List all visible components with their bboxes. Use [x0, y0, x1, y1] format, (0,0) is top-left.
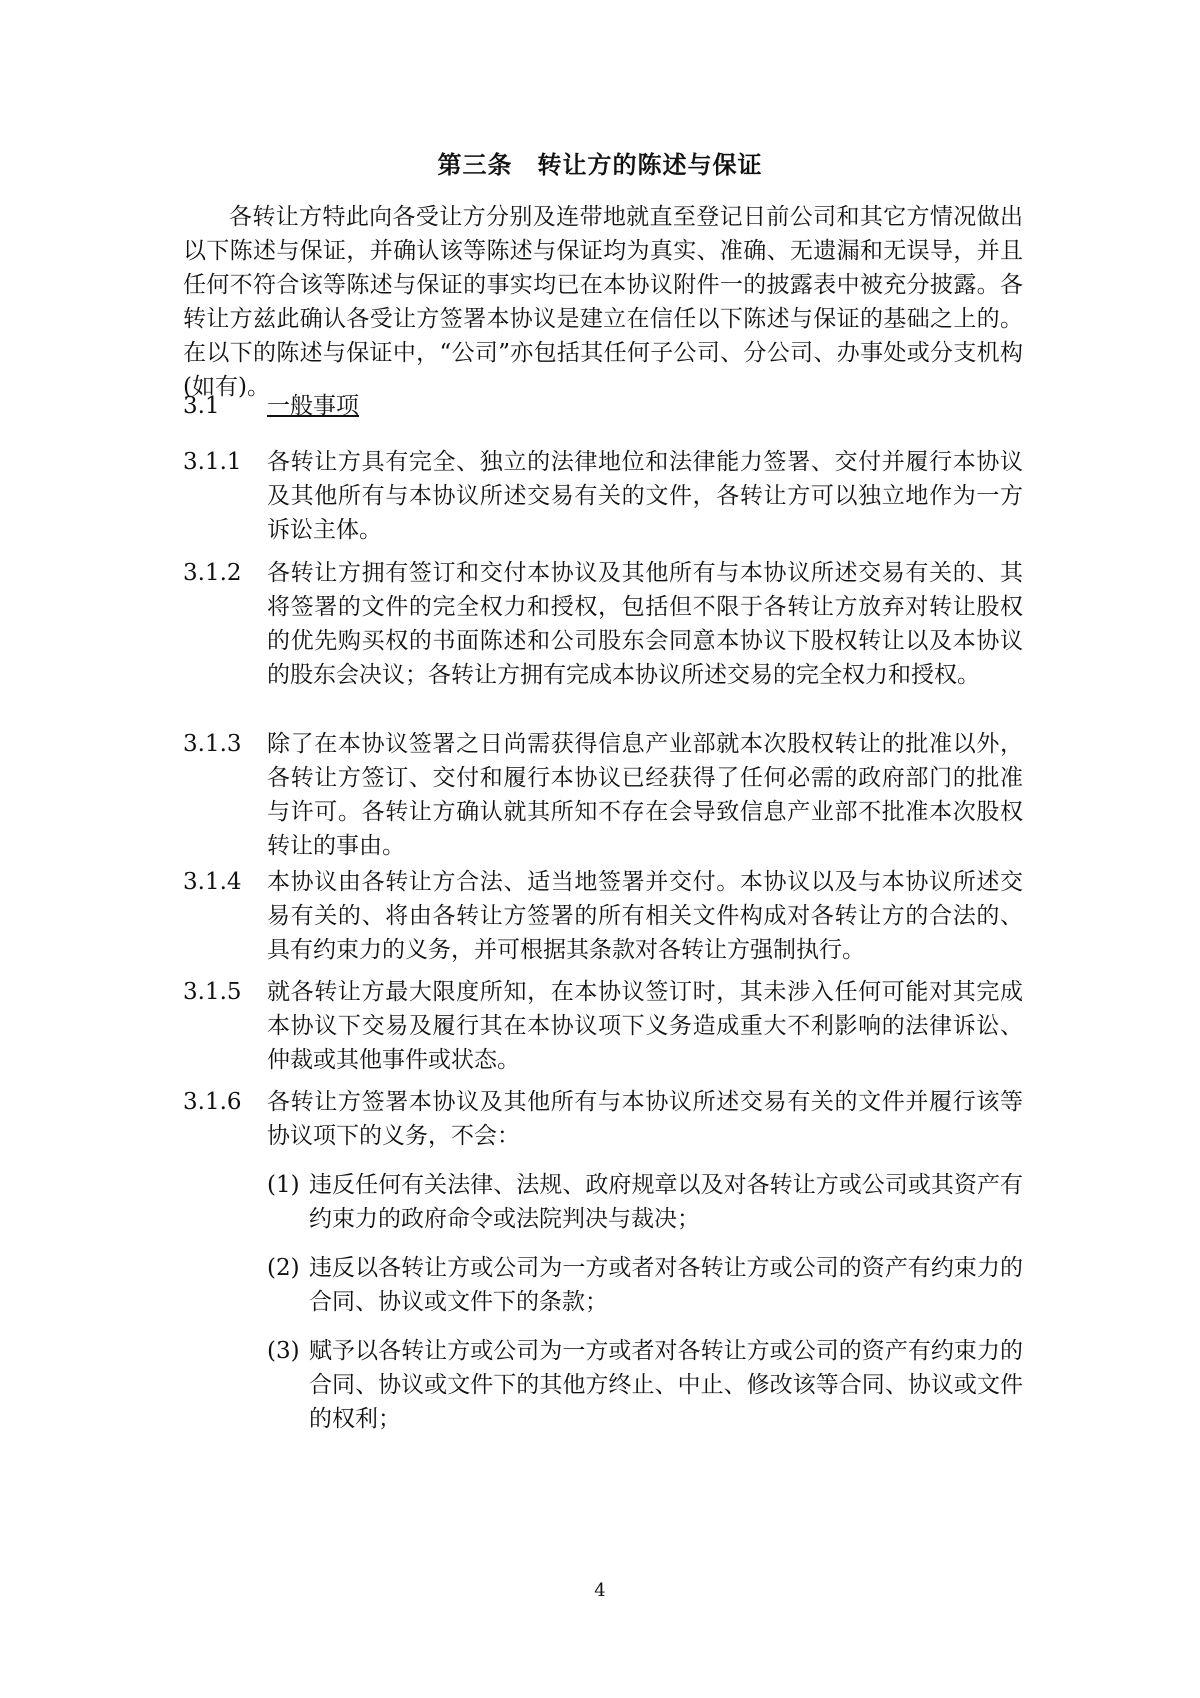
clause-3-1-6	[183, 1085, 1023, 1153]
clause-3-1-2	[183, 556, 1023, 692]
clause-3-1-3	[183, 727, 1023, 863]
subitem-number: (3)	[267, 1338, 300, 1364]
clause-number: 3.1.4	[183, 869, 242, 895]
subitem-1	[267, 1168, 1023, 1236]
subitem-2	[267, 1251, 1023, 1319]
section-title: 一般事项	[267, 393, 359, 419]
clause-number: 3.1.3	[183, 731, 242, 757]
clause-3-1-4	[183, 865, 1023, 967]
page-number: 4	[594, 1580, 606, 1601]
article-title: 第三条 转让方的陈述与保证	[437, 150, 763, 179]
subitem-text: 违反任何有关法律、法规、政府规章以及对各转让方或公司或其资产有约束力的政府命令或法院判决与裁决；	[309, 1172, 1023, 1232]
subitem-number: (2)	[267, 1255, 300, 1281]
clause-number: 3.1.1	[183, 449, 242, 475]
clause-text: 就各转让方最大限度所知，在本协议签订时，其未涉入任何可能对其完成本协议下交易及履行其在本协议项下义务造成重大不利影响的法律诉讼、仲裁或其他事件或状态。	[267, 979, 1023, 1073]
clause-text: 除了在本协议签署之日尚需获得信息产业部就本次股权转让的批准以外，各转让方签订、交付和履行本协议已经获得了任何必需的政府部门的批准与许可。各转让方确认就其所知不存在会导致信息产业部不批准本次股权转让的事由。	[267, 731, 1023, 859]
clause-number: 3.1.5	[183, 979, 242, 1005]
clause-text: 各转让方拥有签订和交付本协议及其他所有与本协议所述交易有关的、其将签署的文件的完全权力和授权，包括但不限于各转让方放弃对转让股权的优先购买权的书面陈述和公司股东会同意本协议下股权转让以及本协议的股东会决议；各转让方拥有完成本协议所述交易的完全权力和授权。	[267, 560, 1023, 688]
clause-text: 各转让方签署本协议及其他所有与本协议所述交易有关的文件并履行该等协议项下的义务，不会：	[267, 1089, 1023, 1149]
clause-text: 各转让方具有完全、独立的法律地位和法律能力签署、交付并履行本协议及其他所有与本协议所述交易有关的文件，各转让方可以独立地作为一方诉讼主体。	[267, 449, 1023, 543]
clause-number: 3.1.2	[183, 560, 242, 586]
clause-number: 3.1.6	[183, 1089, 242, 1115]
clause-3-1-5	[183, 975, 1023, 1077]
clause-text: 本协议由各转让方合法、适当地签署并交付。本协议以及与本协议所述交易有关的、将由各转让方签署的所有相关文件构成对各转让方的合法的、具有约束力的义务，并可根据其条款对各转让方强制执行。	[267, 869, 1023, 963]
subitem-number: (1)	[267, 1172, 300, 1198]
subitem-3	[267, 1334, 1023, 1436]
subitem-text: 赋予以各转让方或公司为一方或者对各转让方或公司的资产有约束力的合同、协议或文件下的其他方终止、中止、修改该等合同、协议或文件的权利；	[309, 1338, 1023, 1432]
intro-paragraph: 各转让方特此向各受让方分别及连带地就直至登记日前公司和其它方情况做出以下陈述与保证，并确认该等陈述与保证均为真实、准确、无遗漏和无误导，并且任何不符合该等陈述与保证的事实均已在本协议附件一的披露表中被充分披露。各转让方兹此确认各受让方签署本协议是建立在信任以下陈述与保证的基础之上的。在以下的陈述与保证中，“公司”亦包括其任何子公司、分公司、办事处或分支机构(如有)。	[183, 204, 1023, 400]
subitem-text: 违反以各转让方或公司为一方或者对各转让方或公司的资产有约束力的合同、协议或文件下的条款；	[309, 1255, 1023, 1315]
clause-3-1-1	[183, 445, 1023, 547]
section-number: 3.1	[183, 393, 220, 419]
